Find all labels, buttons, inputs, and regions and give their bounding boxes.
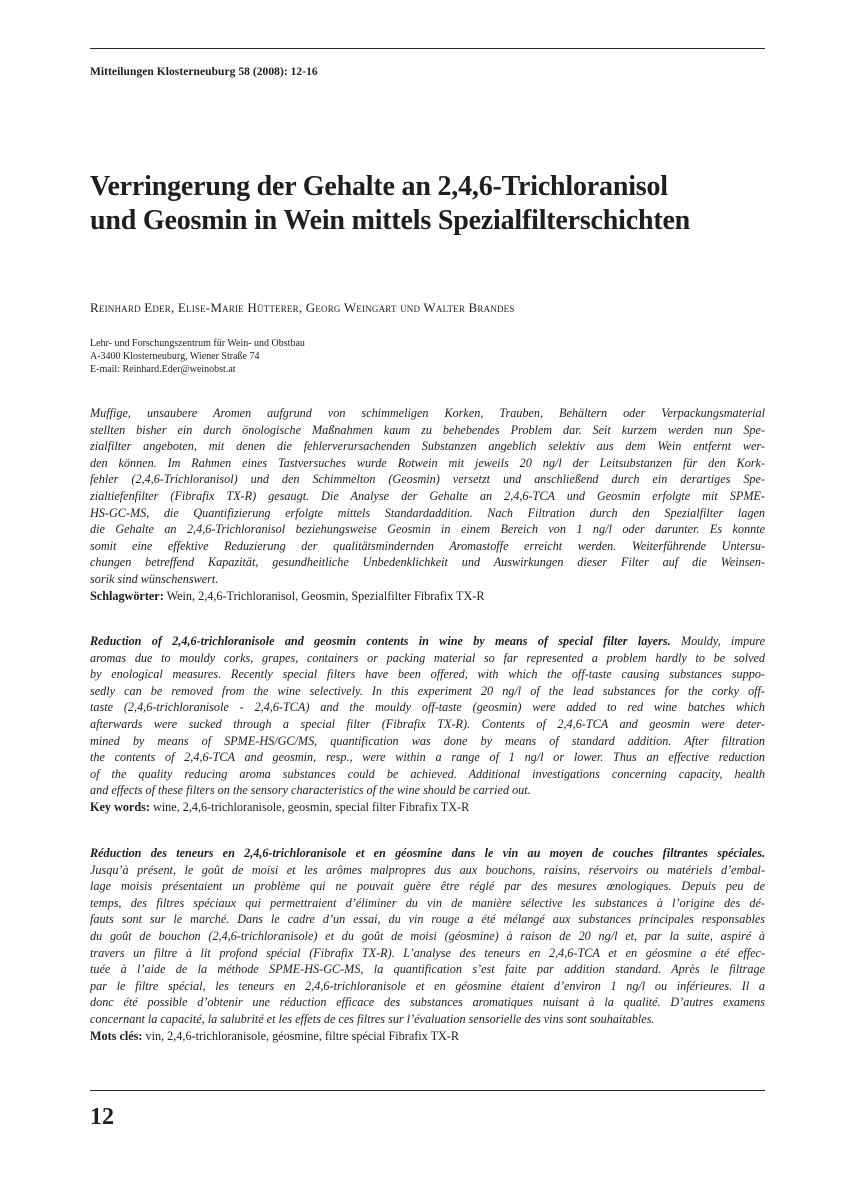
abstract-line: tuée à l’aide de la méthode SPME-HS-GC-MS, la quantification s’est faite par addition standard. Après le filtrage [90, 962, 765, 977]
abstract-line: taste (2,4,6-trichloranisole - 2,4,6-TCA) and the mouldy off-taste (geosmin) were added to red wine batches which [90, 700, 765, 715]
keywords-value: vin, 2,4,6-trichloranisole, géosmine, filtre spécial Fibrafix TX-R [145, 1028, 460, 1043]
journal-citation: Mitteilungen Klosterneuburg 58 (2008): 12-16 [90, 66, 318, 78]
abstract-line: fauts sont sur le marché. Dans le cadre d’un essai, du vin rouge a été mélangé aux substances principales responsables [90, 912, 765, 927]
abstract-first-line [90, 633, 765, 650]
abstract-line: aromas due to mouldy corks, grapes, containers or packing material so far represented a problem hardly to be solved [90, 650, 765, 665]
affiliation [90, 337, 305, 376]
abstract-english-text [90, 633, 765, 799]
abstract-line: by enological measures. Recently special filters have been offered, with which the off-taste causing substances suppo- [90, 667, 765, 682]
keywords-english [90, 799, 765, 816]
abstract-line: HS-GC-MS, die Quantifizierung erfolgte mittels Standardaddition. Nach Filtration durch den Spezialfilter lagen [90, 505, 765, 520]
abstract-german-text [90, 405, 765, 588]
keywords-value: Wein, 2,4,6-Trichloranisol, Geosmin, Spezialfilter Fibrafix TX-R [166, 588, 485, 603]
abstract-line: sedly can be removed from the wine selectively. In this experiment 20 ng/l of the lead substances for the corky off- [90, 683, 765, 698]
author-list: Reinhard Eder, Elise-Marie Hütterer, Georg Weingart und Walter Brandes [90, 300, 515, 315]
abstract-line: of the quality reducing aroma substances could be achieved. Additional investigations concerning capacity, health [90, 766, 765, 781]
keywords-german [90, 588, 765, 605]
abstract-line: travers un filtre à lit profond spécial (Fibrafix TX-R). L’analyse des teneurs en 2,4,6-TCA et en géosmine a été effec- [90, 945, 765, 960]
paper-page [90, 0, 765, 1200]
abstract-line: the contents of 2,4,6-TCA and geosmin, resp., were within a range of 1 ng/l or lower. Thus an effective reduction [90, 750, 765, 765]
abstract-line: du goût de bouchon (2,4,6-trichloranisole) et du goût de moisi (géosmine) à raison de 20 ng/l et, par la suite, aspiré à [90, 928, 765, 943]
abstract-line: mined by means of SPME-HS/GC/MS, quantification was done by means of standard addition. After filtration [90, 733, 765, 748]
keywords-label: Mots clés: [90, 1028, 143, 1043]
page-number: 12 [90, 1104, 114, 1130]
abstract-heading: Réduction des teneurs en 2,4,6-trichloranisole et en géosmine dans le vin au moyen de couches filtrantes spéciales. [90, 846, 765, 860]
abstract-english [90, 633, 765, 816]
abstract-line: Mouldy, impure [681, 634, 766, 648]
affiliation-email: E-mail: Reinhard.Eder@weinobst.at [90, 364, 236, 375]
title-line-1: Verringerung der Gehalte an 2,4,6-Trichloranisol [90, 171, 668, 202]
abstract-line: den können. Im Rahmen eines Tastversuches wurde Rotwein mit jeweils 20 ng/l der Leitsubstanzen für den Kork- [90, 455, 765, 470]
abstract-line: stellten bisher ein durch önologische Maßnahmen kaum zu behebendes Problem dar. Seit kurzem werden nun Spe- [90, 422, 765, 437]
abstract-line: somit eine effektive Reduzierung der qualitätsmindernden Aromastoffe erreicht werden. Weiterführende Untersu- [90, 538, 765, 553]
title-line-2: und Geosmin in Wein mittels Spezialfilterschichten [90, 205, 691, 236]
abstract-line: Muffige, unsaubere Aromen aufgrund von schimmeligen Korken, Trauben, Behältern oder Verpackungsmaterial [90, 406, 765, 420]
header-rule [90, 48, 765, 49]
abstract-line: temps, des filtres spéciaux qui permettraient d’éliminer du vin de manière sélective les substances à l’origine des dé- [90, 895, 765, 910]
affiliation-line: A-3400 Klosterneuburg, Wiener Straße 74 [90, 351, 260, 362]
abstract-line: die Gehalte an 2,4,6-Trichloranisol beziehungsweise Geosmin in einem Bereich von 1 ng/l oder darunter. Es konnte [90, 522, 765, 537]
keywords-value: wine, 2,4,6-trichloranisole, geosmin, special filter Fibrafix TX-R [152, 799, 470, 814]
keywords-label: Key words: [90, 799, 150, 814]
abstract-heading: Reduction of 2,4,6-trichloranisole and geosmin contents in wine by means of special filter layers. [90, 634, 671, 648]
abstract-line: sorik sind wünschenswert. [90, 571, 219, 586]
affiliation-line: Lehr- und Forschungszentrum für Wein- und Obstbau [90, 338, 305, 349]
abstract-line: par le filtre spécial, les teneurs en 2,4,6-trichloranisole et en géosmine étaient d’environ 1 ng/l ou inférieures. Il a [90, 978, 765, 993]
abstract-line: lage moisis présentaient un problème qui ne pouvait guère être réglé par des mesures œnologiques. Depuis peu de [90, 879, 765, 894]
abstract-line: Jusqu’à présent, le goût de moisi et les arômes malpropres dus aux bouchons, raisins, réservoirs ou matériels d’embal- [90, 862, 765, 877]
abstract-line: donc été possible d’obtenir une réduction efficace des substances aromatiques nuisant à la qualité. D’autres examens [90, 995, 765, 1010]
abstract-german [90, 405, 765, 604]
footer-rule [90, 1090, 765, 1091]
keywords-french [90, 1028, 765, 1045]
abstract-line: zialtiefenfilter (Fibrafix TX-R) gesaugt. Die Analyse der Gehalte an 2,4,6-TCA und Geosmin erfolgte mit SPME- [90, 488, 765, 503]
abstract-french [90, 845, 765, 1044]
abstract-french-text [90, 845, 765, 1028]
keywords-label: Schlagwörter: [90, 588, 164, 603]
abstract-line: concernant la capacité, la salubrité et les effets de ces filtres sur l’évaluation sensorielle des vins sont souhaitables. [90, 1011, 655, 1026]
abstract-line: and effects of these filters on the sensory characteristics of the wine should be carried out. [90, 783, 531, 798]
paper-title [90, 170, 765, 238]
abstract-first-line [90, 845, 765, 862]
abstract-line: afterwards were sucked through a special filter (Fibrafix TX-R). Contents of 2,4,6-TCA and geosmin were deter- [90, 716, 765, 731]
abstract-line: zialfilter angeboten, mit denen die fehlerverursachenden Substanzen angeblich selektiv aus dem Wein entfernt wer- [90, 439, 765, 454]
abstract-line: fehler (2,4,6-Trichloranisol) und den Schimmelton (Geosmin) versetzt und anschließend durch ein derartiges Spe- [90, 472, 765, 487]
abstract-line: chungen betreffend Kapazität, gesundheitliche Unbedenklichkeit und Auswirkungen dieser Filter auf die Weinsen- [90, 555, 765, 570]
